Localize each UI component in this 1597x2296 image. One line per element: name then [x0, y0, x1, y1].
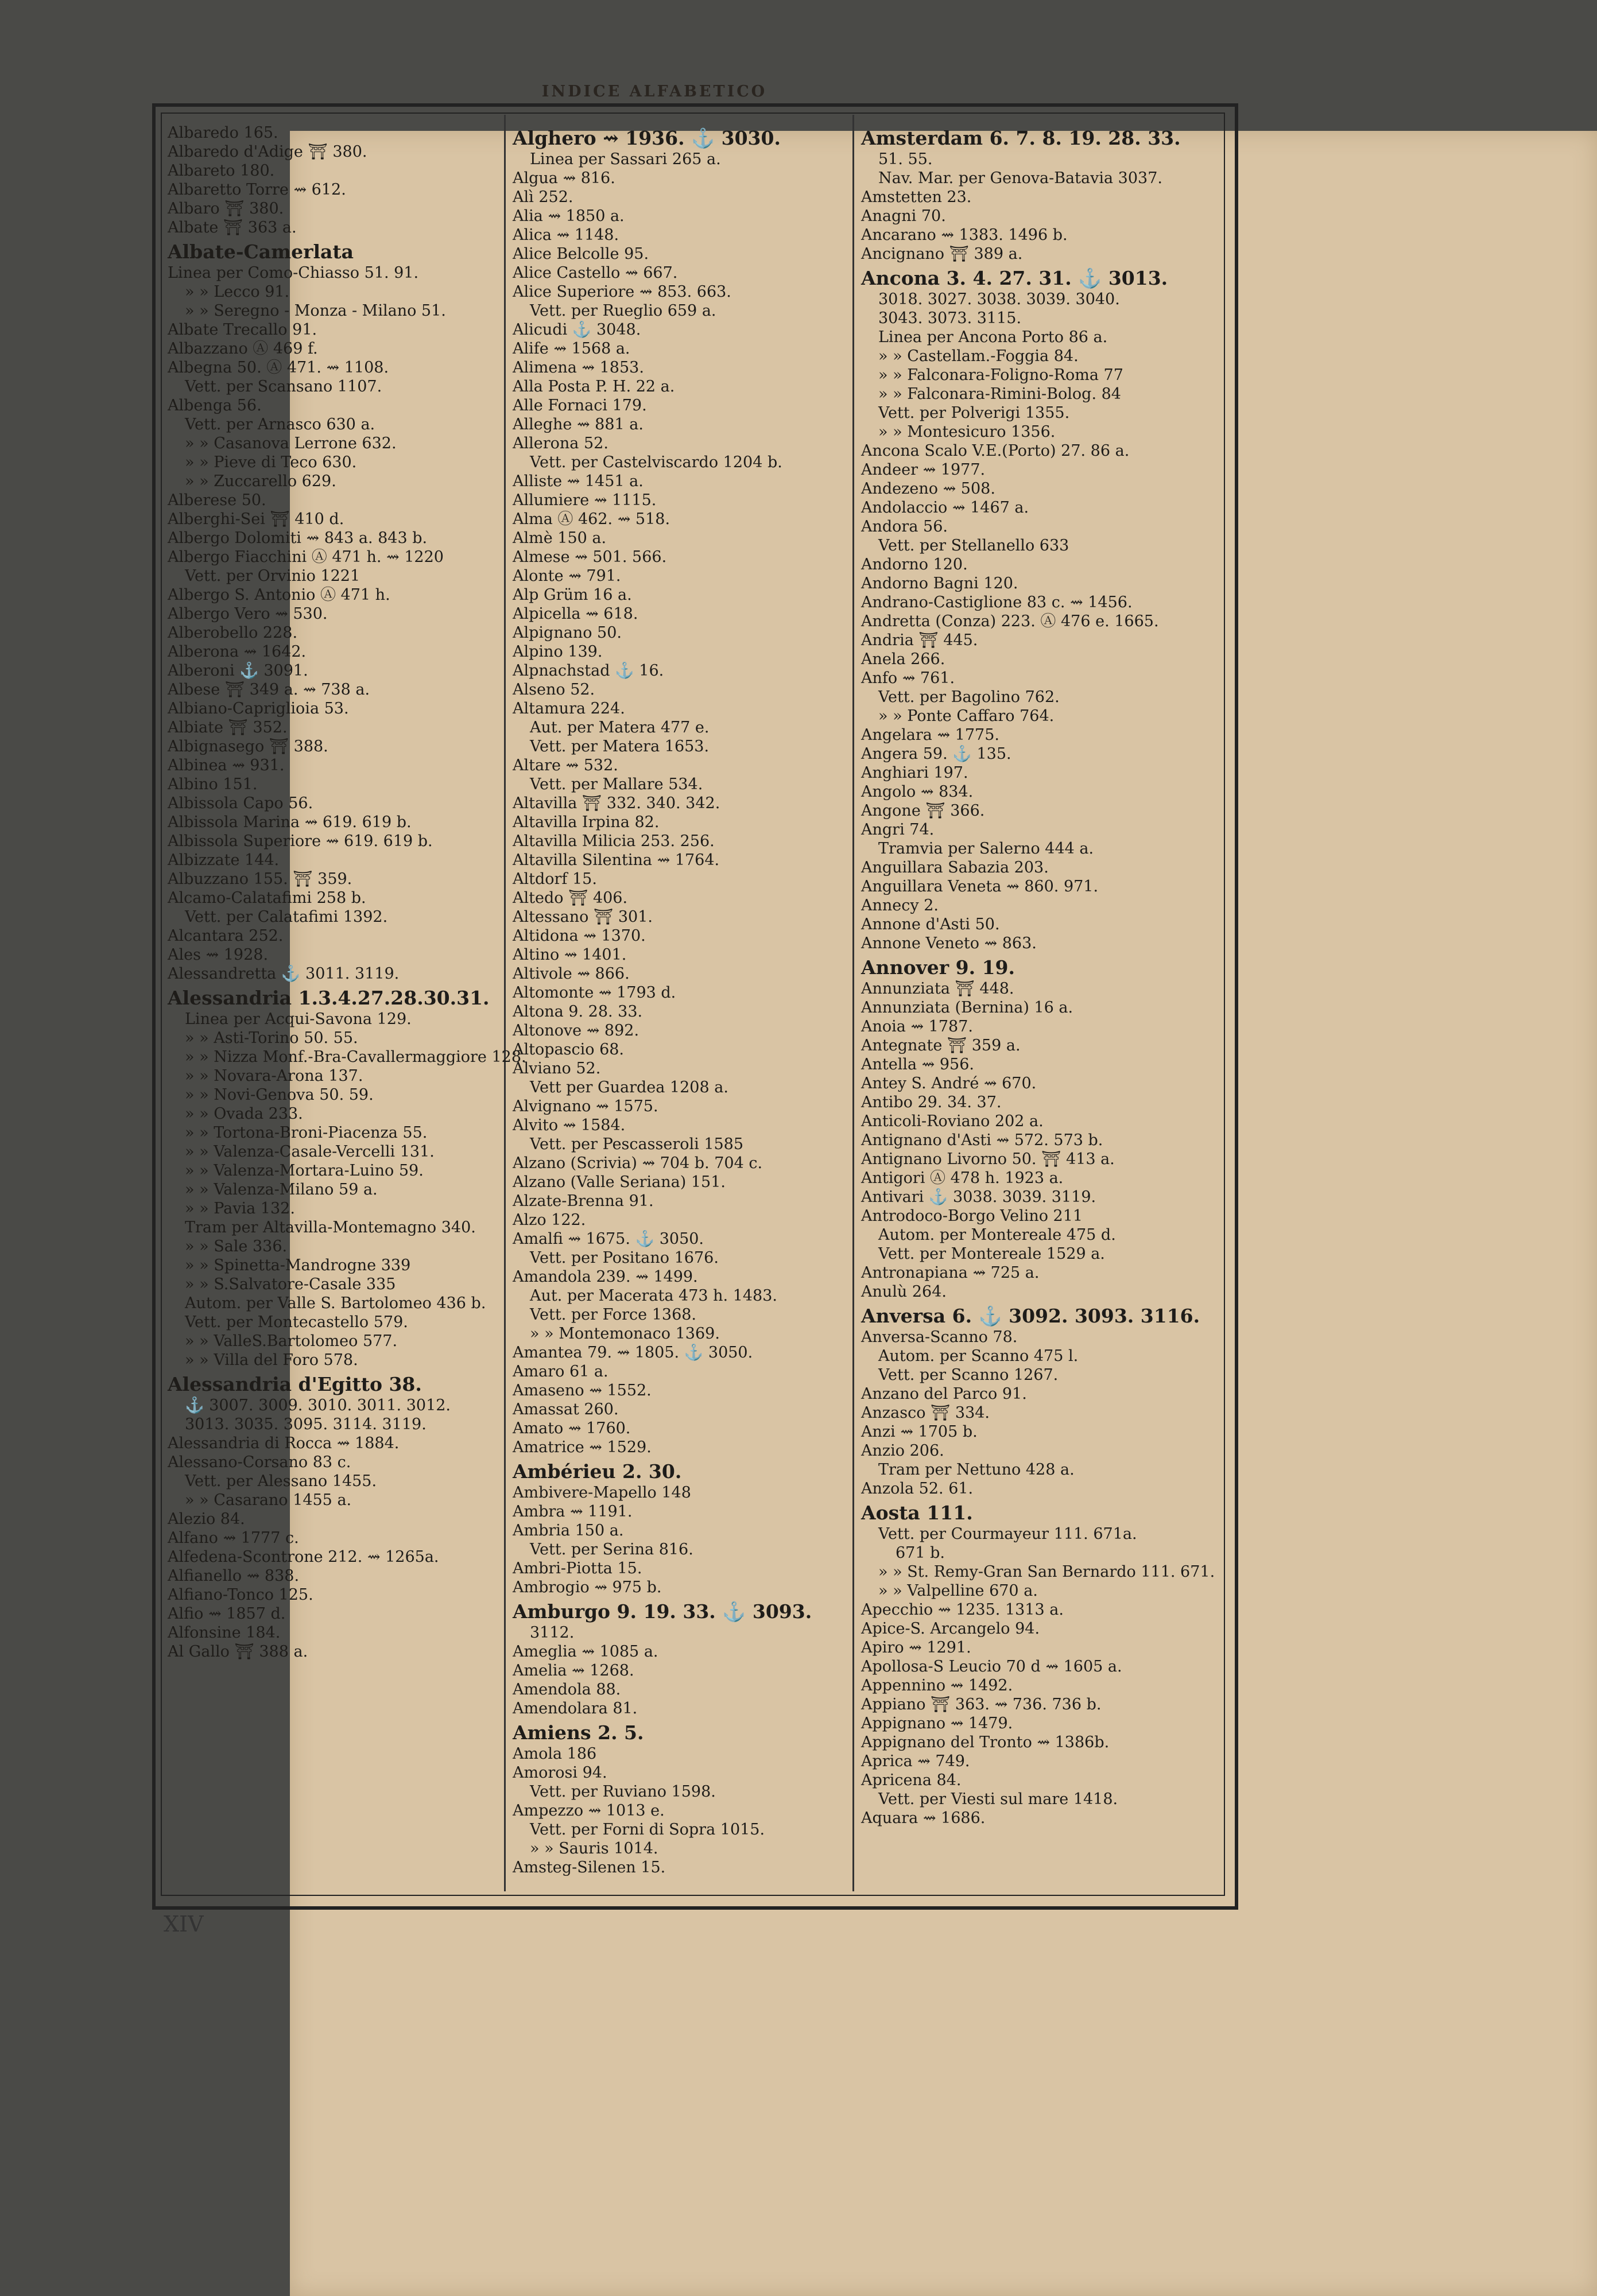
index-entry: Albergo Dolomiti ⇝ 843 a. 843 b. [168, 529, 428, 547]
index-entry: Amorosi 94. [513, 1764, 607, 1782]
index-entry: ⚓ 3007. 3009. 3010. 3011. 3012. [185, 1397, 451, 1414]
index-entry: Anzi ⇝ 1705 b. [861, 1423, 978, 1441]
index-entry: Altavilla Irpina 82. [513, 813, 660, 831]
index-entry: Albissola Marina ⇝ 619. 619 b. [168, 813, 412, 831]
index-entry: Alessano-Corsano 83 c. [168, 1453, 351, 1471]
index-entry: Angolo ⇝ 834. [861, 783, 974, 801]
index-entry: Anzio 206. [861, 1442, 944, 1460]
index-entry: Alessandretta ⚓ 3011. 3119. [168, 965, 400, 983]
index-entry: Alica ⇝ 1148. [513, 226, 619, 244]
index-entry: Anzano del Parco 91. [861, 1385, 1027, 1403]
index-entry: 3112. [530, 1624, 575, 1642]
index-entry: » » Seregno - Monza - Milano 51. [185, 302, 446, 320]
index-entry: Angri 74. [861, 821, 935, 839]
index-entry: Alpignano 50. [513, 624, 622, 642]
index-entry: Anghiari 197. [861, 764, 968, 782]
index-entry: Altino ⇝ 1401. [513, 946, 627, 964]
index-entry: » » Falconara-Rimini-Bolog. 84 [878, 385, 1121, 403]
index-entry: » » Valenza-Mortara-Luino 59. [185, 1162, 424, 1180]
index-entry: Altedo ⛩ 406. [513, 889, 628, 907]
index-entry: Alfianello ⇝ 838. [168, 1567, 300, 1585]
index-entry: Albaro ⛩ 380. [168, 200, 284, 218]
index-entry: Andrano-Castiglione 83 c. ⇝ 1456. [861, 594, 1133, 611]
index-entry: Tram per Nettuno 428 a. [878, 1461, 1075, 1479]
index-entry: » » Ovada 233. [185, 1105, 303, 1123]
index-entry: » » Novara-Arona 137. [185, 1067, 363, 1085]
index-entry: Algua ⇝ 816. [513, 169, 615, 187]
index-entry: » » Valenza-Casale-Vercelli 131. [185, 1143, 435, 1161]
index-entry: Amola 186 [513, 1745, 597, 1763]
index-column-2 [513, 123, 843, 1877]
index-entry: Alfio ⇝ 1857 d. [168, 1605, 286, 1623]
index-entry: Antey S. André ⇝ 670. [861, 1075, 1037, 1092]
index-entry: » » Valpelline 670 a. [878, 1582, 1038, 1600]
index-entry: Apice-S. Arcangelo 94. [861, 1620, 1040, 1638]
index-entry: Albate Trecallo 91. [168, 321, 317, 339]
index-entry: Ambri-Piotta 15. [513, 1560, 642, 1577]
index-entry: Andria ⛩ 445. [861, 631, 978, 649]
index-entry: Ancona Scalo V.E.(Porto) 27. 86 a. [861, 442, 1130, 460]
index-entry: Altona 9. 28. 33. [513, 1003, 643, 1021]
index-entry: Andorno 120. [861, 556, 968, 573]
index-entry: Vett. per Matera 1653. [530, 738, 710, 755]
index-entry: Vett. per Courmayeur 111. 671a. [878, 1525, 1137, 1543]
index-entry: Vett. per Ruviano 1598. [530, 1783, 716, 1801]
index-entry: Ancarano ⇝ 1383. 1496 b. [861, 226, 1068, 244]
index-entry: Tramvia per Salerno 444 a. [878, 840, 1094, 858]
index-entry: Angone ⛩ 366. [861, 802, 985, 820]
index-entry: Altessano ⛩ 301. [513, 908, 653, 926]
index-entry: Antibo 29. 34. 37. [861, 1093, 1002, 1111]
index-entry: Alseno 52. [513, 681, 595, 699]
index-entry: Amendola 88. [513, 1681, 621, 1698]
index-entry: Anagni 70. [861, 207, 946, 225]
index-entry: Vett. per Force 1368. [530, 1306, 697, 1324]
index-heading: Anversa 6. ⚓ 3092. 3093. 3116. [861, 1305, 1200, 1327]
index-entry: Alicudi ⚓ 3048. [513, 321, 641, 339]
index-entry: Alcamo-Calatafimi 258 b. [168, 889, 366, 907]
index-entry: Alice Belcolle 95. [513, 245, 649, 263]
page-header: INDICE ALFABETICO [541, 83, 768, 100]
index-entry: Altopascio 68. [513, 1041, 625, 1058]
index-entry: » » Villa del Foro 578. [185, 1351, 358, 1369]
index-entry: Albuzzano 155. ⛩ 359. [168, 870, 352, 888]
index-entry: Andolaccio ⇝ 1467 a. [861, 499, 1029, 517]
index-entry: Altivole ⇝ 866. [513, 965, 630, 983]
index-entry: Anguillara Sabazia 203. [861, 859, 1049, 876]
index-entry: Ampezzo ⇝ 1013 e. [513, 1802, 665, 1820]
index-entry: Alfedena-Scontrone 212. ⇝ 1265a. [168, 1548, 439, 1566]
index-entry: » » Falconara-Foligno-Roma 77 [878, 366, 1123, 384]
column-rule [852, 115, 854, 1891]
index-entry: Aquara ⇝ 1686. [861, 1809, 986, 1827]
index-entry: » » Castellam.-Foggia 84. [878, 347, 1079, 365]
column-rule [504, 115, 506, 1891]
index-entry: Altavilla Silentina ⇝ 1764. [513, 851, 720, 869]
index-entry: Linea per Acqui-Savona 129. [185, 1010, 412, 1028]
index-entry: Annunziata (Bernina) 16 a. [861, 999, 1073, 1017]
index-entry: Alma Ⓐ 462. ⇝ 518. [513, 510, 670, 528]
index-entry: Vett. per Mallare 534. [530, 775, 703, 793]
index-entry: Linea per Ancona Porto 86 a. [878, 328, 1108, 346]
index-entry: Apiro ⇝ 1291. [861, 1639, 971, 1657]
index-entry: Annone Veneto ⇝ 863. [861, 934, 1037, 952]
index-entry: Albiate ⛩ 352. [168, 719, 288, 736]
index-entry: Alcantara 252. [168, 927, 284, 945]
index-entry: Ancignano ⛩ 389 a. [861, 245, 1023, 263]
index-entry: Vett. per Rueglio 659 a. [530, 302, 716, 320]
index-entry: 3013. 3035. 3095. 3114. 3119. [185, 1415, 427, 1433]
index-heading: Amburgo 9. 19. 33. ⚓ 3093. [513, 1600, 812, 1623]
index-entry: Anzasco ⛩ 334. [861, 1404, 990, 1422]
index-entry: Vett. per Orvinio 1221 [185, 567, 361, 585]
index-entry: Anoia ⇝ 1787. [861, 1018, 973, 1035]
index-heading: Ambérieu 2. 30. [513, 1460, 682, 1483]
index-entry: Anela 266. [861, 650, 945, 668]
index-entry: Appennino ⇝ 1492. [861, 1677, 1013, 1694]
index-entry: Amendolara 81. [513, 1700, 638, 1717]
index-entry: » » S.Salvatore-Casale 335 [185, 1275, 396, 1293]
index-entry: » » Pavia 132. [185, 1200, 295, 1217]
index-entry: Altavilla Milicia 253. 256. [513, 832, 715, 850]
index-entry: Al Gallo ⛩ 388 a. [168, 1643, 308, 1661]
index-entry: Alberghi-Sei ⛩ 410 d. [168, 510, 344, 528]
index-entry: Anticoli-Roviano 202 a. [861, 1112, 1044, 1130]
index-entry: Alberese 50. [168, 491, 266, 509]
index-entry: Amaro 61 a. [513, 1363, 608, 1380]
index-entry: Vett. per Montereale 1529 a. [878, 1245, 1105, 1263]
index-heading: Annover 9. 19. [861, 956, 1015, 979]
index-entry: » » Montemonaco 1369. [530, 1325, 720, 1343]
index-entry: Alonte ⇝ 791. [513, 567, 621, 585]
index-entry: » » Montesicuro 1356. [878, 423, 1056, 441]
index-entry: Anversa-Scanno 78. [861, 1328, 1018, 1346]
index-entry: » » Novi-Genova 50. 59. [185, 1086, 374, 1104]
index-entry: Albareto 180. [168, 162, 275, 180]
index-entry: 671 b. [896, 1544, 945, 1562]
index-entry: Antignano Livorno 50. ⛩ 413 a. [861, 1150, 1115, 1168]
index-entry: Tram per Altavilla-Montemagno 340. [185, 1219, 476, 1236]
index-entry: Aprica ⇝ 749. [861, 1752, 970, 1770]
index-entry: Altonove ⇝ 892. [513, 1022, 639, 1040]
index-entry: Albizzate 144. [168, 851, 280, 869]
index-entry: Amantea 79. ⇝ 1805. ⚓ 3050. [513, 1344, 753, 1362]
index-entry: Linea per Sassari 265 a. [530, 150, 721, 168]
index-entry: Alp Grüm 16 a. [513, 586, 632, 604]
index-entry: Vett. per Scansano 1107. [185, 378, 382, 395]
index-entry: Albese ⛩ 349 a. ⇝ 738 a. [168, 681, 370, 699]
index-entry: 3018. 3027. 3038. 3039. 3040. [878, 290, 1120, 308]
index-heading: Albate-Camerlata [168, 241, 354, 263]
index-entry: Alfiano-Tonco 125. [168, 1586, 313, 1604]
index-entry: Vett. per Bagolino 762. [878, 688, 1060, 706]
index-entry: Albaretto Torre ⇝ 612. [168, 181, 346, 199]
index-entry: Andretta (Conza) 223. Ⓐ 476 e. 1665. [861, 612, 1159, 630]
index-entry: Alfano ⇝ 1777 c. [168, 1529, 299, 1547]
index-entry: Apecchio ⇝ 1235. 1313 a. [861, 1601, 1064, 1619]
index-entry: Amatrice ⇝ 1529. [513, 1438, 652, 1456]
index-entry: Andora 56. [861, 518, 948, 536]
index-entry: Amato ⇝ 1760. [513, 1420, 631, 1437]
index-entry: Annone d'Asti 50. [861, 916, 1000, 933]
index-entry: Albergo Fiacchini Ⓐ 471 h. ⇝ 1220 [168, 548, 444, 566]
index-entry: Allumiere ⇝ 1115. [513, 491, 657, 509]
index-entry: Ambra ⇝ 1191. [513, 1503, 633, 1521]
index-heading: Amsterdam 6. 7. 8. 19. 28. 33. [861, 127, 1181, 149]
index-entry: Aut. per Matera 477 e. [530, 719, 710, 736]
index-entry: Amalfi ⇝ 1675. ⚓ 3050. [513, 1230, 704, 1248]
index-entry: Almese ⇝ 501. 566. [513, 548, 667, 566]
index-entry: Albenga 56. [168, 397, 262, 414]
index-entry: Linea per Como-Chiasso 51. 91. [168, 264, 419, 282]
index-entry: Alzo 122. [513, 1211, 586, 1229]
index-entry: Vett per Guardea 1208 a. [530, 1079, 728, 1096]
page-number: XIV [164, 1911, 204, 1937]
index-entry: Altare ⇝ 532. [513, 757, 618, 774]
index-heading: Alessandria d'Egitto 38. [168, 1373, 422, 1395]
index-entry: Annunziata ⛩ 448. [861, 980, 1014, 998]
index-entry: Alviano 52. [513, 1060, 601, 1077]
index-entry: » » ValleS.Bartolomeo 577. [185, 1332, 398, 1350]
index-entry: Albissola Superiore ⇝ 619. 619 b. [168, 832, 433, 850]
index-column-3 [861, 123, 1217, 1828]
index-entry: Appignano ⇝ 1479. [861, 1715, 1013, 1732]
index-entry: Antignano d'Asti ⇝ 572. 573 b. [861, 1131, 1103, 1149]
index-entry: Vett. per Alessano 1455. [185, 1472, 377, 1490]
index-entry: Alzano (Scrivia) ⇝ 704 b. 704 c. [513, 1154, 763, 1172]
index-entry: Alessandria di Rocca ⇝ 1884. [168, 1434, 400, 1452]
index-entry: Angelara ⇝ 1775. [861, 726, 999, 744]
index-entry: Alle Fornaci 179. [513, 397, 647, 414]
index-entry: Autom. per Montereale 475 d. [878, 1226, 1116, 1244]
index-heading: Aosta 111. [861, 1502, 973, 1524]
index-entry: Albinea ⇝ 931. [168, 757, 285, 774]
index-entry: Vett. per Viesti sul mare 1418. [878, 1790, 1118, 1808]
index-entry: Albate ⛩ 363 a. [168, 219, 297, 236]
index-entry: » » Zuccarello 629. [185, 472, 336, 490]
index-entry: Albaredo 165. [168, 124, 278, 142]
index-entry: » » Nizza Monf.-Bra-Cavallermaggiore 128. [185, 1048, 526, 1066]
index-entry: Alice Superiore ⇝ 853. 663. [513, 283, 731, 301]
index-entry: » » Lecco 91. [185, 283, 290, 301]
index-entry: Amelia ⇝ 1268. [513, 1662, 634, 1680]
index-entry: Amstetten 23. [861, 188, 972, 206]
index-entry: Alpino 139. [513, 643, 603, 661]
index-entry: » » St. Remy-Gran San Bernardo 111. 671. [878, 1563, 1215, 1581]
index-entry: Albaredo d'Adige ⛩ 380. [168, 143, 367, 161]
index-entry: Alberoni ⚓ 3091. [168, 662, 308, 680]
index-entry: Alla Posta P. H. 22 a. [513, 378, 675, 395]
index-entry: 3043. 3073. 3115. [878, 309, 1022, 327]
index-entry: » » Casarano 1455 a. [185, 1491, 352, 1509]
index-entry: Antronapiana ⇝ 725 a. [861, 1264, 1040, 1282]
index-entry: Andezeno ⇝ 508. [861, 480, 995, 498]
index-entry: Antivari ⚓ 3038. 3039. 3119. [861, 1188, 1096, 1206]
index-entry: Alpnachstad ⚓ 16. [513, 662, 664, 680]
index-entry: Aut. per Macerata 473 h. 1483. [530, 1287, 777, 1305]
index-entry: Albegna 50. Ⓐ 471. ⇝ 1108. [168, 359, 389, 377]
index-entry: Altavilla ⛩ 332. 340. 342. [513, 794, 720, 812]
index-entry: Alife ⇝ 1568 a. [513, 340, 630, 358]
index-entry: » » Sale 336. [185, 1238, 288, 1255]
index-entry: Alberona ⇝ 1642. [168, 643, 307, 661]
index-entry: Vett. per Polverigi 1355. [878, 404, 1070, 422]
index-entry: Angera 59. ⚓ 135. [861, 745, 1011, 763]
index-entry: Alzate-Brenna 91. [513, 1192, 654, 1210]
index-entry: Vett. per Stellanello 633 [878, 537, 1069, 554]
index-entry: Alpicella ⇝ 618. [513, 605, 638, 623]
index-entry: Vett. per Serina 816. [530, 1541, 693, 1558]
index-entry: Altamura 224. [513, 700, 625, 718]
index-entry: Vett. per Arnasco 630 a. [185, 416, 375, 433]
index-entry: Alezio 84. [168, 1510, 245, 1528]
index-entry: Vett. per Castelviscardo 1204 b. [530, 453, 782, 471]
index-entry: Vett. per Forni di Sopra 1015. [530, 1821, 765, 1839]
index-entry: Autom. per Scanno 475 l. [878, 1347, 1079, 1365]
index-column-1 [168, 123, 526, 1661]
index-entry: Albissola Capo 56. [168, 794, 313, 812]
index-entry: Appignano del Tronto ⇝ 1386b. [861, 1733, 1110, 1751]
index-entry: » » Pieve di Teco 630. [185, 453, 357, 471]
index-entry: Ambria 150 a. [513, 1522, 624, 1539]
index-entry: Albergo S. Antonio Ⓐ 471 h. [168, 586, 390, 604]
index-entry: Alberobello 228. [168, 624, 298, 642]
index-entry: Andeer ⇝ 1977. [861, 461, 986, 479]
index-heading: Ancona 3. 4. 27. 31. ⚓ 3013. [861, 267, 1168, 289]
index-entry: Appiano ⛩ 363. ⇝ 736. 736 b. [861, 1696, 1102, 1713]
index-entry: Amandola 239. ⇝ 1499. [513, 1268, 698, 1286]
index-entry: Altidona ⇝ 1370. [513, 927, 646, 945]
index-entry: Almè 150 a. [513, 529, 607, 547]
index-entry: Anulù 264. [861, 1283, 947, 1301]
index-heading: Amiens 2. 5. [513, 1721, 644, 1744]
index-entry: Nav. Mar. per Genova-Batavia 3037. [878, 169, 1162, 187]
index-entry: Ameglia ⇝ 1085 a. [513, 1643, 658, 1661]
index-entry: Albignasego ⛩ 388. [168, 738, 328, 755]
index-entry: Apollosa-S Leucio 70 d ⇝ 1605 a. [861, 1658, 1122, 1676]
index-heading: Alessandria 1.3.4.27.28.30.31. [168, 987, 490, 1009]
index-entry: Vett. per Positano 1676. [530, 1249, 719, 1267]
index-entry: Antigori Ⓐ 478 h. 1923 a. [861, 1169, 1064, 1187]
index-entry: Alia ⇝ 1850 a. [513, 207, 625, 225]
index-entry: Amsteg-Silenen 15. [513, 1859, 666, 1876]
index-entry: Anguillara Veneta ⇝ 860. 971. [861, 878, 1099, 895]
index-entry: Ambrogio ⇝ 975 b. [513, 1578, 662, 1596]
index-entry: Antegnate ⛩ 359 a. [861, 1037, 1021, 1054]
index-entry: » » Asti-Torino 50. 55. [185, 1029, 358, 1047]
index-entry: Allerona 52. [513, 435, 608, 452]
index-entry: Vett. per Pescasseroli 1585 [530, 1135, 744, 1153]
index-entry: » » Ponte Caffaro 764. [878, 707, 1055, 725]
index-entry: Annecy 2. [861, 897, 939, 914]
index-entry: Amassat 260. [513, 1401, 619, 1418]
index-entry: Alfonsine 184. [168, 1624, 281, 1642]
index-entry: Alvito ⇝ 1584. [513, 1116, 626, 1134]
index-entry: Alì 252. [513, 188, 573, 206]
index-heading: Alghero ⇝ 1936. ⚓ 3030. [513, 127, 781, 149]
index-entry: Alvignano ⇝ 1575. [513, 1097, 658, 1115]
index-entry: Vett. per Scanno 1267. [878, 1366, 1059, 1384]
index-entry: » » Casanova Lerrone 632. [185, 435, 397, 452]
index-entry: Albazzano Ⓐ 469 f. [168, 340, 318, 358]
index-entry: Altdorf 15. [513, 870, 597, 888]
index-entry: » » Spinetta-Mandrogne 339 [185, 1256, 411, 1274]
index-entry: » » Tortona-Broni-Piacenza 55. [185, 1124, 428, 1142]
index-entry: » » Sauris 1014. [530, 1840, 658, 1857]
index-entry: Alimena ⇝ 1853. [513, 359, 644, 377]
index-entry: » » Valenza-Milano 59 a. [185, 1181, 378, 1199]
index-entry: Alzano (Valle Seriana) 151. [513, 1173, 726, 1191]
index-entry: Andorno Bagni 120. [861, 575, 1018, 592]
index-entry: Anzola 52. 61. [861, 1480, 974, 1498]
index-entry: Antrodoco-Borgo Velino 211 [861, 1207, 1083, 1225]
index-entry: Autom. per Valle S. Bartolomeo 436 b. [185, 1294, 486, 1312]
index-entry: Anfo ⇝ 761. [861, 669, 955, 687]
index-entry: Ambivere-Mapello 148 [513, 1484, 691, 1502]
index-entry: Alliste ⇝ 1451 a. [513, 472, 644, 490]
index-entry: Apricena 84. [861, 1771, 962, 1789]
index-entry: Alice Castello ⇝ 667. [513, 264, 678, 282]
index-entry: Alleghe ⇝ 881 a. [513, 416, 644, 433]
index-entry: Vett. per Montecastello 579. [185, 1313, 408, 1331]
index-entry: Albino 151. [168, 775, 258, 793]
index-entry: Albiano-Capriglioia 53. [168, 700, 349, 718]
index-entry: Altomonte ⇝ 1793 d. [513, 984, 676, 1002]
index-entry: Ales ⇝ 1928. [168, 946, 269, 964]
index-entry: Amaseno ⇝ 1552. [513, 1382, 652, 1399]
index-entry: Vett. per Calatafimi 1392. [185, 908, 388, 926]
index-entry: Antella ⇝ 956. [861, 1056, 974, 1073]
index-entry: Albergo Vero ⇝ 530. [168, 605, 328, 623]
index-entry: 51. 55. [878, 150, 933, 168]
